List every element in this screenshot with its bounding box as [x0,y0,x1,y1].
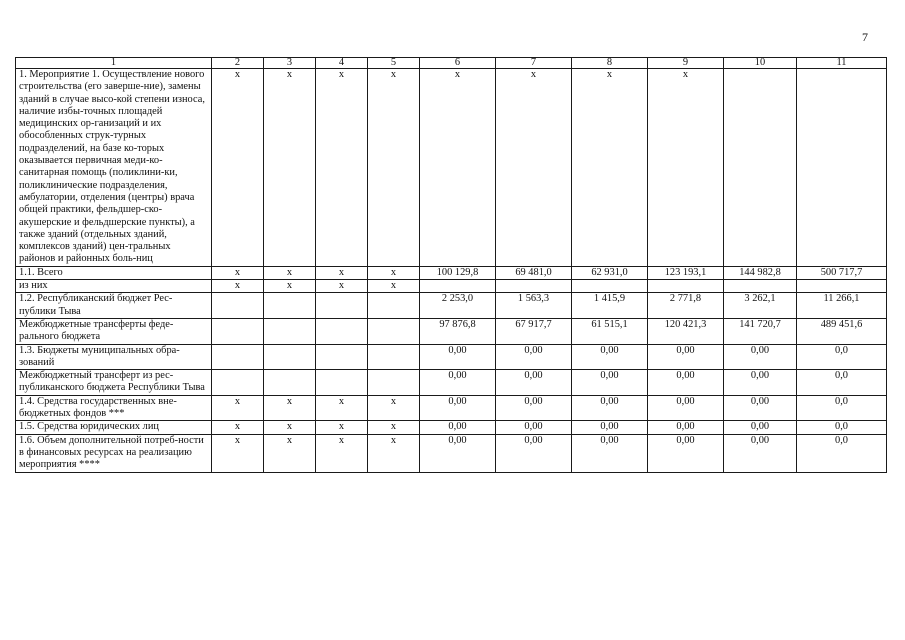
table-cell: 11 266,1 [797,293,887,319]
table-cell [724,280,797,293]
table-cell: x [212,266,264,279]
table-cell: 0,00 [724,344,797,370]
table-cell: x [264,280,316,293]
table-cell: x [316,395,368,421]
table-cell: x [316,421,368,434]
table-cell: 61 515,1 [572,318,648,344]
row-label: 1. Мероприятие 1. Осуществление нового строительства (его заверше-ние), замены зданий в случае высо-кой степени износа, наличие избы-точных площадей медицинских ор-ганизаций и их обособленных струк-турных подразделений, на базе ко-торых оказывается первичная меди-ко-санитарная помощь (поликлини-ки, поликлинические подразделения, амбулатории, отделения (центры) врача общей практики, фельдшер-ско-акушерские и фельдшерские пункты), а также зданий (отдельных зданий, комплексов зданий) цен-тральных районов и районных боль-ниц [16,69,212,267]
table-cell: 0,00 [420,344,496,370]
table-cell: 0,0 [797,434,887,472]
row-label: 1.4. Средства государственных вне-бюджетных фондов *** [16,395,212,421]
table-cell: 3 262,1 [724,293,797,319]
table-cell: x [368,421,420,434]
table-row [16,280,887,293]
table-cell: x [212,280,264,293]
table-row [16,293,887,319]
table-row [16,395,887,421]
table-cell: 69 481,0 [496,266,572,279]
table-row [16,370,887,396]
table-cell [316,318,368,344]
table-cell [648,280,724,293]
table-row [16,318,887,344]
table-cell: 0,00 [648,370,724,396]
table-cell [797,280,887,293]
row-label: Межбюджетные трансферты феде-рального бюджета [16,318,212,344]
table-cell [264,293,316,319]
table-cell: 123 193,1 [648,266,724,279]
table-cell: 0,00 [572,395,648,421]
row-label: 1.2. Республиканский бюджет Рес-публики Тыва [16,293,212,319]
table-cell: x [420,69,496,267]
table-cell: x [264,266,316,279]
table-cell: 0,00 [572,344,648,370]
column-header: 6 [420,58,496,69]
table-cell: 0,00 [724,434,797,472]
table-cell: 0,0 [797,421,887,434]
table-cell: x [368,434,420,472]
table-cell: 62 931,0 [572,266,648,279]
table-cell: 0,00 [496,421,572,434]
table-cell: 0,00 [496,434,572,472]
table-cell: 0,00 [724,370,797,396]
table-cell [368,370,420,396]
table-cell: x [316,280,368,293]
table-cell: 0,00 [648,421,724,434]
row-label: 1.5. Средства юридических лиц [16,421,212,434]
table-cell: 0,00 [496,395,572,421]
column-header: 4 [316,58,368,69]
table-cell: 0,00 [496,344,572,370]
table-cell [368,293,420,319]
table-cell [797,69,887,267]
table-cell [264,370,316,396]
table-cell: 0,00 [648,344,724,370]
column-header: 8 [572,58,648,69]
column-header: 3 [264,58,316,69]
column-header: 5 [368,58,420,69]
table-cell: 100 129,8 [420,266,496,279]
table-cell: x [316,69,368,267]
table-cell [724,69,797,267]
table-cell: x [212,69,264,267]
table-cell: 0,00 [572,434,648,472]
table-cell: 0,0 [797,344,887,370]
table-cell: 2 771,8 [648,293,724,319]
table-cell: x [264,395,316,421]
table-cell [212,293,264,319]
table-cell [368,344,420,370]
table-cell [420,280,496,293]
table-cell: 0,00 [724,421,797,434]
table-cell [316,293,368,319]
row-label: 1.6. Объем дополнительной потреб-ности в финансовых ресурсах на реализацию мероприятия **** [16,434,212,472]
table-row [16,421,887,434]
row-label: 1.1. Всего [16,266,212,279]
table-cell: 0,00 [420,421,496,434]
table-cell: 67 917,7 [496,318,572,344]
funding-table [15,57,887,473]
row-label: 1.3. Бюджеты муниципальных обра-зований [16,344,212,370]
table-cell: 0,0 [797,370,887,396]
column-header: 1 [16,58,212,69]
table-cell: 0,00 [572,370,648,396]
table-row [16,344,887,370]
table-cell: x [264,69,316,267]
table-cell [212,344,264,370]
row-label: из них [16,280,212,293]
table-cell [212,370,264,396]
table-cell: x [264,434,316,472]
table-cell: 0,00 [420,395,496,421]
table-cell: x [212,434,264,472]
table-cell: x [316,266,368,279]
table-cell: 489 451,6 [797,318,887,344]
table-cell: 141 720,7 [724,318,797,344]
column-header: 2 [212,58,264,69]
table-row [16,266,887,279]
column-header: 11 [797,58,887,69]
table-cell: 0,0 [797,395,887,421]
table-cell: 2 253,0 [420,293,496,319]
table-cell: x [212,421,264,434]
table-cell: x [572,69,648,267]
table-cell: x [212,395,264,421]
table-cell [264,344,316,370]
table-cell: x [264,421,316,434]
table-cell: 0,00 [572,421,648,434]
table-cell: x [368,69,420,267]
table-cell: 0,00 [724,395,797,421]
page-number: 7 [862,30,868,44]
table-row [16,434,887,472]
table-cell: x [648,69,724,267]
table-cell: 0,00 [648,434,724,472]
table-cell [316,370,368,396]
table-cell: x [368,266,420,279]
table-cell [496,280,572,293]
table-cell [212,318,264,344]
table-cell [572,280,648,293]
table-row [16,69,887,267]
column-header: 9 [648,58,724,69]
table-cell [264,318,316,344]
table-cell: x [368,395,420,421]
table-cell: 500 717,7 [797,266,887,279]
table-cell: 0,00 [496,370,572,396]
table-cell: x [368,280,420,293]
table-cell: 0,00 [648,395,724,421]
table-cell: x [316,434,368,472]
table-cell: 144 982,8 [724,266,797,279]
column-header: 7 [496,58,572,69]
table-cell [368,318,420,344]
table-cell: x [496,69,572,267]
column-number-row [16,58,887,69]
table-cell: 0,00 [420,434,496,472]
table-cell: 120 421,3 [648,318,724,344]
table-cell [316,344,368,370]
table-cell: 97 876,8 [420,318,496,344]
column-header: 10 [724,58,797,69]
table-cell: 1 563,3 [496,293,572,319]
row-label: Межбюджетный трансферт из рес-публиканского бюджета Республики Тыва [16,370,212,396]
table-cell: 0,00 [420,370,496,396]
table-cell: 1 415,9 [572,293,648,319]
